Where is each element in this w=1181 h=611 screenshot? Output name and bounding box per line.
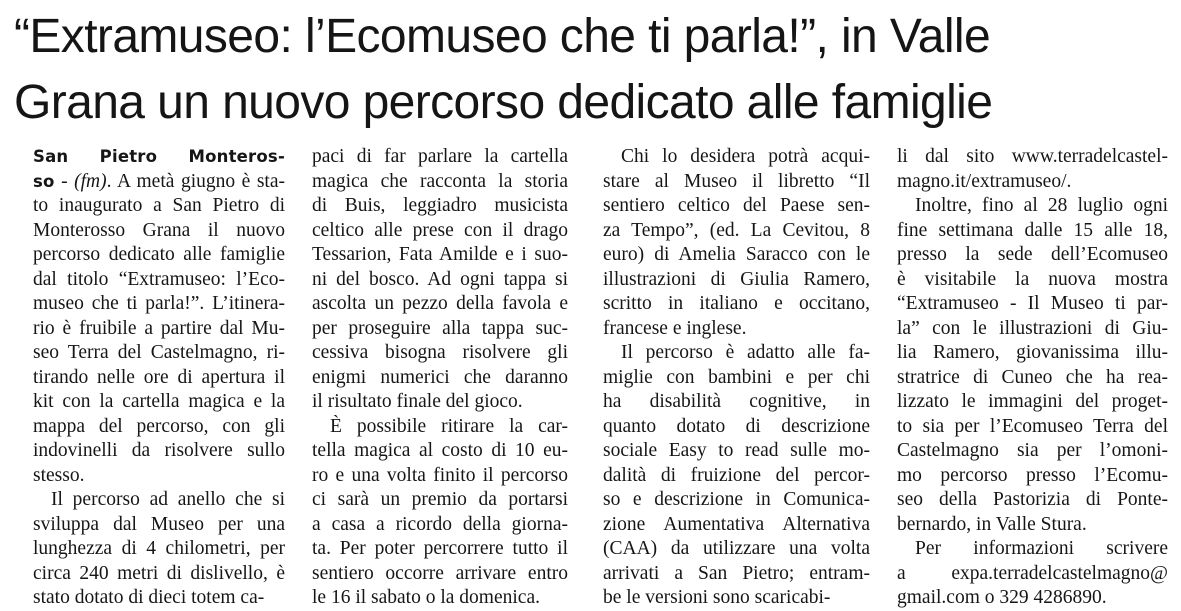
text-line: mappa del percorso, con gli [33,415,285,437]
text-line: francese e inglese. [603,317,747,339]
headline-line-2: Grana un nuovo percorso dedicato alle famiglie [14,76,993,129]
text-line: museo che ti parla!”. L’itinera- [33,293,285,314]
text-line: illustrazioni di Giulia Ramero, [603,268,870,290]
text-line: indovinelli da risolvere sullo [33,440,285,461]
text-line: Chi lo desidera potrà acqui- [621,146,870,167]
text-line: rio è fruibile a partire dal Mu- [33,317,285,339]
text-line: be le versioni sono scaricabi- [603,587,831,608]
article-column-3 [603,145,870,611]
text-line: Inoltre, fino al 28 luglio ogni [915,195,1168,216]
text-line: quanto dotato di descrizione [603,415,870,437]
text-line: Castelmagno sia per l’omoni- [897,440,1168,461]
byline-location-end: so [33,171,55,191]
byline-continuation [33,170,285,195]
text-line: sociale Easy to read sulle mo- [603,440,870,461]
article-column-1 [33,145,285,611]
text-line: sentiero celtico del Paese sen- [603,195,870,216]
text-line: euro) di Amelia Saracco con le [603,244,870,265]
text-line: mo percorso presso l’Ecomu- [897,464,1168,486]
text-line: ci sarà un premio da portarsi [312,489,568,510]
text-line: Monterosso Grana il nuovo [33,219,285,241]
text-line: scritto in italiano e occitano, [603,293,870,314]
text-line: stratrice di Cuneo che ha rea- [897,366,1168,388]
text-line: fine settimana dalle 15 alle 18, [897,219,1168,241]
text-line: miglie con bambini e per chi [603,366,870,388]
text-line: la” con le illustrazioni di Giu- [897,317,1168,339]
byline-author: (fm) [74,170,107,192]
text-line: so e descrizione in Comunica- [603,489,870,510]
text-line: è visitabile la nuova mostra [897,268,1168,290]
byline-separator: - [54,170,75,192]
text-line: il risultato finale del gioco. [312,391,523,412]
text-line: presso la sede dell’Ecomuseo [897,244,1168,265]
text-line: a casa a ricordo della giorna- [312,513,568,535]
article-body [0,145,1181,608]
text-line: stato dotato di dieci totem ca- [33,587,265,608]
text-line: cessiva bisogna risolvere gli [312,342,568,363]
text-line: ta. Per poter percorrere tutto il [312,538,568,559]
text-line: lizzato le immagini del proget- [897,391,1168,412]
text-line: ni del bosco. Ad ogni tappa si [312,268,568,290]
text-line: magica che racconta la storia [312,170,568,192]
text-line: Tessarion, Fata Amilde e i suo- [312,244,568,265]
text-line: tirando nelle ore di apertura il [33,366,285,388]
text-line: lia Ramero, giovanissima illu- [897,342,1168,363]
text-line: di Buis, leggiadro musicista [312,195,568,216]
text-line: lunghezza di 4 chilometri, per [33,538,285,559]
article-column-4 [897,145,1168,611]
text-line: È possibile ritirare la car- [330,415,568,437]
text-line: celtico alle prese con il drago [312,219,568,241]
byline-location: San Pietro Monteros- [33,147,285,166]
text-line: circa 240 metri di dislivello, è [33,562,285,584]
text-line: li dal sito www.terradelcastel- [897,146,1168,167]
text-line: ro e una volta finito il percorso [312,464,568,486]
text-line: dal titolo “Extramuseo: l’Eco- [33,268,285,290]
text-line: (CAA) da utilizzare una volta [603,538,870,559]
text-line: sentiero occorre arrivare entro [312,562,568,584]
text-line: za Tempo”, (ed. La Cevitou, 8 [603,219,870,241]
text-line: sviluppa dal Museo per una [33,513,285,535]
text-line: to inaugurato a San Pietro di [33,195,285,216]
text-line: arrivati a San Pietro; entram- [603,562,870,584]
text-line: Il percorso è adatto alle fa- [621,342,870,363]
lead-text: . A metà giugno è sta- [106,170,285,192]
byline-line [33,145,285,170]
article-headline [14,4,1174,136]
text-line: zione Aumentativa Alternativa [603,513,870,535]
text-line: stesso. [33,464,85,486]
text-line: le 16 il sabato o la domenica. [312,587,540,608]
article-column-2 [312,145,568,611]
text-line: kit con la cartella magica e la [33,391,285,412]
text-line: paci di far parlare la cartella [312,146,568,167]
text-line: “Extramuseo - Il Museo ti par- [897,293,1168,314]
text-line: stare al Museo il libretto “Il [603,170,870,192]
text-line: seo della Pastorizia di Ponte- [897,489,1168,510]
text-line: a expa.terradelcastelmagno@ [897,562,1168,584]
text-line: Il percorso ad anello che si [51,489,285,510]
text-line: ha disabilità cognitive, in [603,391,870,412]
headline-line-1: “Extramuseo: l’Ecomuseo che ti parla!”, in Valle [14,10,991,63]
text-line: tella magica al costo di 10 eu- [312,440,568,461]
text-line: seo Terra del Castelmagno, ri- [33,342,285,363]
text-line: gmail.com o 329 4286890. [897,587,1107,608]
text-line: dalità di fruizione del percor- [603,464,870,486]
text-line: percorso dedicato alle famiglie [33,244,285,265]
text-line: bernardo, in Valle Stura. [897,513,1087,535]
text-line: to sia per l’Ecomuseo Terra del [897,415,1168,437]
text-line: enigmi numerici che daranno [312,366,568,388]
text-line: per proseguire alla tappa suc- [312,317,568,339]
text-line: magno.it/extramuseo/. [897,170,1072,192]
text-line: Per informazioni scrivere [915,538,1168,559]
text-line: ascolta un pezzo della favola e [312,293,568,314]
